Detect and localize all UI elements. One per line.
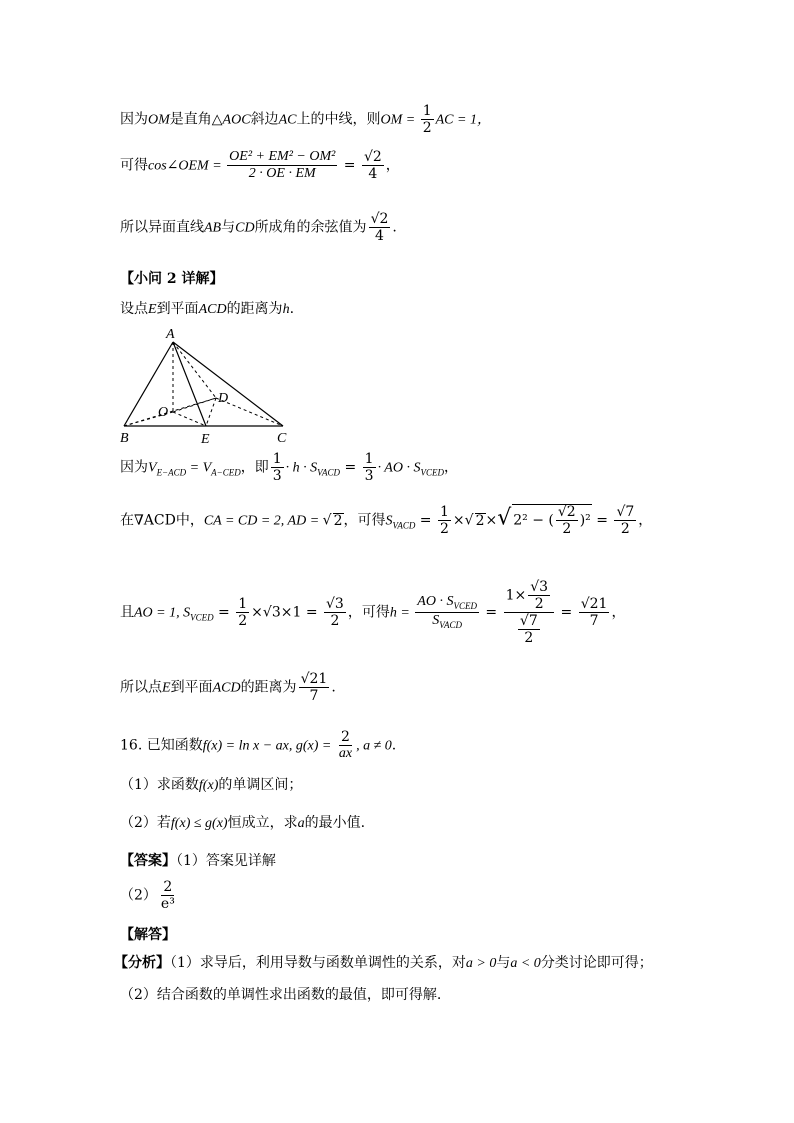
- label-a: A: [166, 327, 175, 342]
- label-o: O: [158, 405, 169, 420]
- proof-line-conclusion-2: 所以点E到平面ACD的距离为 $\frac{√21}{7}$ .: [120, 671, 336, 704]
- answer-line-2: （2） $\frac{2}{\text{e³}}$: [120, 879, 175, 912]
- label-d: D: [218, 391, 229, 406]
- sqrt-expression: 2² − ( $\frac{√2}{2}$ )²: [513, 504, 591, 537]
- question-16: 16. 已知函数f(x) = ln x − ax, g(x) = $\frac{2}{ax}$ , a ≠ 0.: [120, 729, 397, 761]
- fraction: $\frac{AO \cdot S_{VCED}}{S_{VACD}}$: [417, 594, 477, 630]
- fraction: $\frac{2}{ax}$: [338, 729, 353, 761]
- label-c: C: [277, 431, 287, 446]
- analysis-line-2: （2）结合函数的单调性求出函数的最值，即可得解.: [120, 987, 442, 1003]
- fraction: $\frac{√2}{2}$: [557, 504, 576, 537]
- proof-line-volume: 因为$V_{E-ACD} = V_{A-CED}$，即 $\frac{1}{3}$ · $h \cdot S_{VACD}$ = $\frac{1}{3}$ · AO · $S_{VCED}$，: [120, 451, 458, 484]
- fraction: $\frac{\text{OE² + EM² − OM²}}{2 \cdot OE \cdot EM}$: [229, 149, 336, 181]
- question-16-part2: （2）若f(x) ≤ g(x)恒成立，求a的最小值.: [120, 815, 366, 831]
- section-header-part2: 【小问 2 详解】: [120, 271, 224, 287]
- pyramid-figure: [118, 326, 318, 446]
- fraction: $\frac{√7}{2}$: [616, 504, 635, 537]
- fraction: $\frac{√2}{4}$: [370, 211, 389, 244]
- edge-de: [206, 398, 216, 426]
- label-b: B: [120, 431, 129, 446]
- fraction: $\frac{2}{\text{e³}}$: [160, 879, 175, 912]
- proof-line-area-acd: 在∇ACD中，CA = CD = 2, AD = √ 2，可得$S_{VACD}$ = $\frac{1}{2}$ ×√ 2×√ 2² − ( $\frac{√2}{2}$ )² = $\frac{√7}{2}$ ，: [120, 504, 653, 537]
- proof-line-distance: 设点E到平面ACD的距离为h.: [120, 301, 295, 317]
- answer-line-1: 【答案】（1）答案见详解: [120, 853, 276, 869]
- fraction: $\frac{1}{2}$: [238, 596, 248, 629]
- proof-line-cos: 可得cos∠OEM = $\frac{\text{OE² + EM² − OM²}}{2 \cdot OE \cdot EM}$ = $\frac{√2}{4}$ ，: [120, 149, 400, 182]
- fraction: $\frac{√7}{2}$: [519, 613, 538, 646]
- fraction: $\frac{√2}{4}$: [363, 149, 382, 182]
- question-16-part1: （1）求函数f(x)的单调区间；: [120, 777, 303, 793]
- fraction: $\frac{1}{2}$: [440, 504, 449, 537]
- analysis-line-1: 【分析】（1）求导后，利用导数与函数单调性的关系，对a > 0与a < 0分类讨论即可得；: [114, 955, 653, 971]
- solution-header: 【解答】: [120, 927, 176, 943]
- proof-line-conclusion-1: 所以异面直线AB与CD所成角的余弦值为 $\frac{√2}{4}$ .: [120, 211, 397, 244]
- fraction: $\frac{√3}{2}$: [326, 596, 344, 629]
- compound-fraction: 1× $\frac{√3}{2}$ $\frac{√7}{2}$: [504, 580, 554, 645]
- proof-line-height: 且AO = 1, $S_{VCED}$ = $\frac{1}{2}$ ×√3×1 = $\frac{√3}{2}$ ，可得h = $\frac{AO \cdot S_{VCED}}{S_{VACD}}$ = 1× $\frac{√3}{2}$ $\frac{√7}{2}$ = $\frac{√21}{7}$ ，: [120, 579, 626, 646]
- fraction: $\frac{1}{3}$: [272, 451, 282, 484]
- fraction: $\frac{1}{3}$: [364, 451, 374, 484]
- fraction: $\frac{√3}{2}$: [530, 579, 549, 612]
- fraction: $\frac{√21}{7}$: [300, 671, 328, 704]
- label-e: E: [201, 432, 210, 446]
- fraction: $\frac{1}{2}$: [422, 103, 432, 136]
- proof-line-om: 因为OM是直角△AOC斜边AC上的中线，则OM = $\frac{1}{2}$ AC = 1，: [120, 103, 491, 136]
- fraction: $\frac{√21}{7}$: [580, 596, 608, 629]
